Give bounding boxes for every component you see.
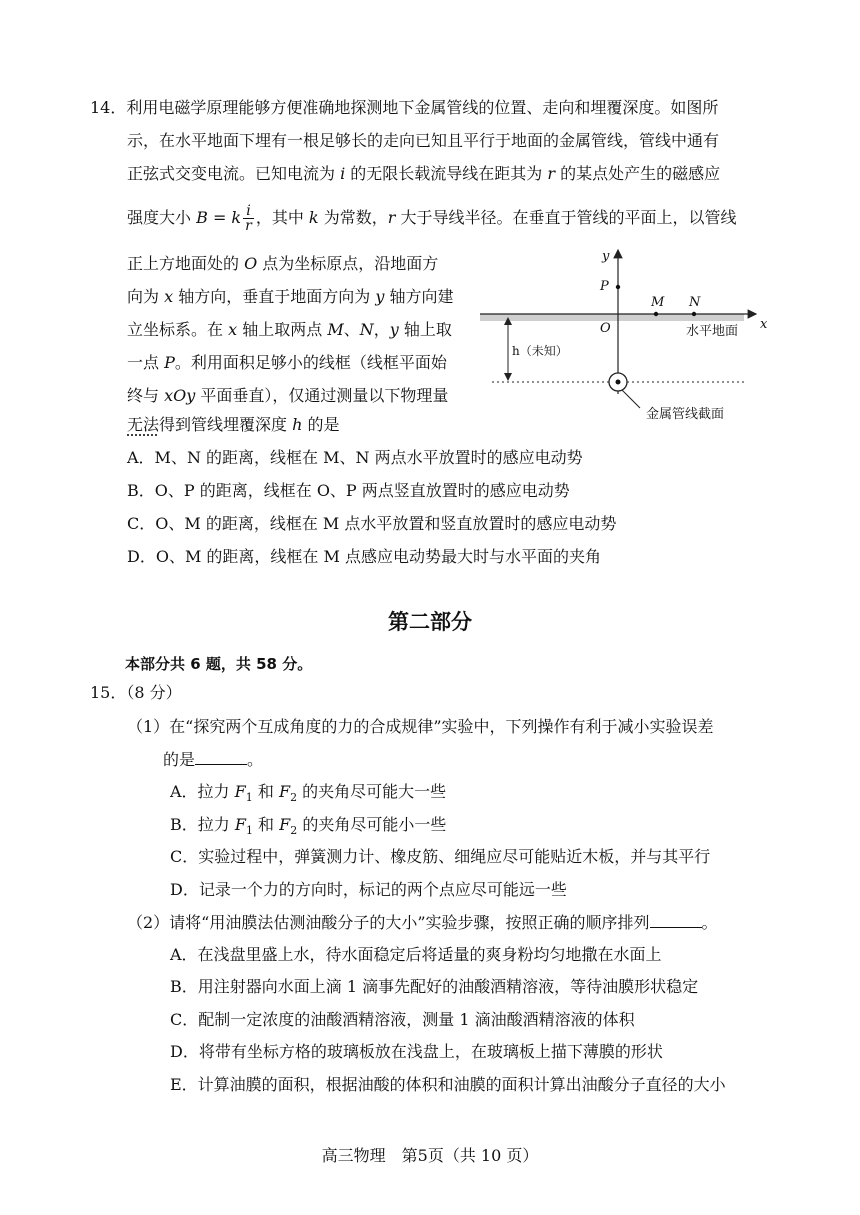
label-o: O [600,321,611,336]
q14-line-2: 示，在水平地面下埋有一根足够长的走向已知且平行于地面的金属管线，管线中通有 [127,131,720,150]
q15-header: 15．（8 分） [90,683,182,702]
pipe-coordinate-figure [474,244,774,434]
q14-line-3: 正弦式交变电流。已知电流为 i 的无限长载流导线在距其为 r 的某点处产生的磁感应 [127,164,721,183]
q14-line-1: 14．利用电磁学原理能够方便准确地探测地下金属管线的位置、走向和埋覆深度。如图所 [90,98,719,117]
q14-option-a: A．M、N 的距离，线框在 M、N 两点水平放置时的感应电动势 [127,448,583,467]
q14-option-c: C．O、M 的距离，线框在 M 点水平放置和竖直放置时的感应电动势 [127,514,617,533]
q14-line-4: 强度大小 B = k $\frac{i}{r}$ ，其中 k 为常数，r 大于导线半径。在垂直于管线的平面上，以管线 [127,203,737,234]
q15-sub2-line-1: （2）请将“用油膜法估测油酸分子的大小”实验步骤，按照正确的顺序排列 。 [127,913,718,932]
label-ground: 水平地面 [686,324,739,339]
q14-line-7: 立坐标系。在 x 轴上取两点 M、N，y 轴上取 [127,320,452,339]
q15-sub1-option-d: D．记录一个力的方向时，标记的两个点应尽可能远一些 [170,880,567,899]
q15-sub2-option-e: E．计算油膜的面积，根据油酸的体积和油膜的面积计算出油酸分子直径的大小 [170,1075,726,1094]
q14-line-8: 一点 P。利用面积足够小的线框（线框平面始 [127,353,447,372]
q15-sub2-option-c: C．配制一定浓度的油酸酒精溶液，测量 1 滴油酸酒精溶液的体积 [170,1010,635,1029]
q15-sub1-option-b: B．拉力 $F_1$ 和 $F_2$ 的夹角尽可能小一些 [170,815,447,838]
point-n [692,312,696,316]
point-m [654,312,658,316]
label-y: y [602,249,610,264]
label-h: h（未知） [512,344,568,358]
label-p: P [600,279,609,294]
label-m: M [651,295,665,310]
label-n: N [689,295,701,310]
q15-sub2-option-b: B．用注射器向水面上滴 1 滴事先配好的油酸酒精溶液，等待油膜形状稳定 [170,977,699,996]
q15-sub1-option-a: A．拉力 $F_1$ 和 $F_2$ 的夹角尽可能大一些 [170,782,447,805]
section-intro: 本部分共 6 题，共 58 分。 [125,655,313,673]
answer-blank [195,748,247,765]
q14-line-9: 终与 xOy 平面垂直），仅通过测量以下物理量 [127,386,449,405]
page-footer: 高三物理 第5页（共 10 页） [321,1146,539,1165]
q14-line-10: 无法得到管线埋覆深度 h 的是 [127,415,340,434]
formula: B = k [196,208,242,227]
q15-sub2-option-d: D．将带有坐标方格的玻璃板放在浅盘上，在玻璃板上描下薄膜的形状 [170,1042,663,1061]
q14-number: 14． [90,98,127,117]
q14-option-d: D．O、M 的距离，线框在 M 点感应电动势最大时与水平面的夹角 [127,547,601,566]
label-x: x [760,317,768,332]
section-title: 第二部分 [388,610,472,634]
q14-line-6: 向为 x 轴方向，垂直于地面方向为 y 轴方向建 [127,287,454,306]
q15-sub1-option-c: C．实验过程中，弹簧测力计、橡皮筋、细绳应尽可能贴近木板，并与其平行 [170,847,711,866]
q14-line-5: 正上方地面处的 O 点为坐标原点，沿地面方 [127,254,439,273]
emphasis-text: 无法 [127,415,160,434]
q15-sub2-option-a: A．在浅盘里盛上水，待水面稳定后将适量的爽身粉均匀地撒在水面上 [170,945,662,964]
q14-option-b: B．O、P 的距离，线框在 O、P 两点竖直放置时的感应电动势 [127,481,570,500]
q15-sub1-line-1: （1）在“探究两个互成角度的力的合成规律”实验中，下列操作有利于减小实验误差 [127,717,714,736]
label-pipe: 金属管线截面 [646,407,725,422]
point-p [616,285,620,289]
ground-surface [480,314,744,321]
pipe-pointer [622,390,640,408]
answer-blank [650,911,702,928]
formula-fraction: $\frac{i}{r}$ [245,203,252,234]
q15-sub1-line-2: 的是 。 [163,750,264,769]
